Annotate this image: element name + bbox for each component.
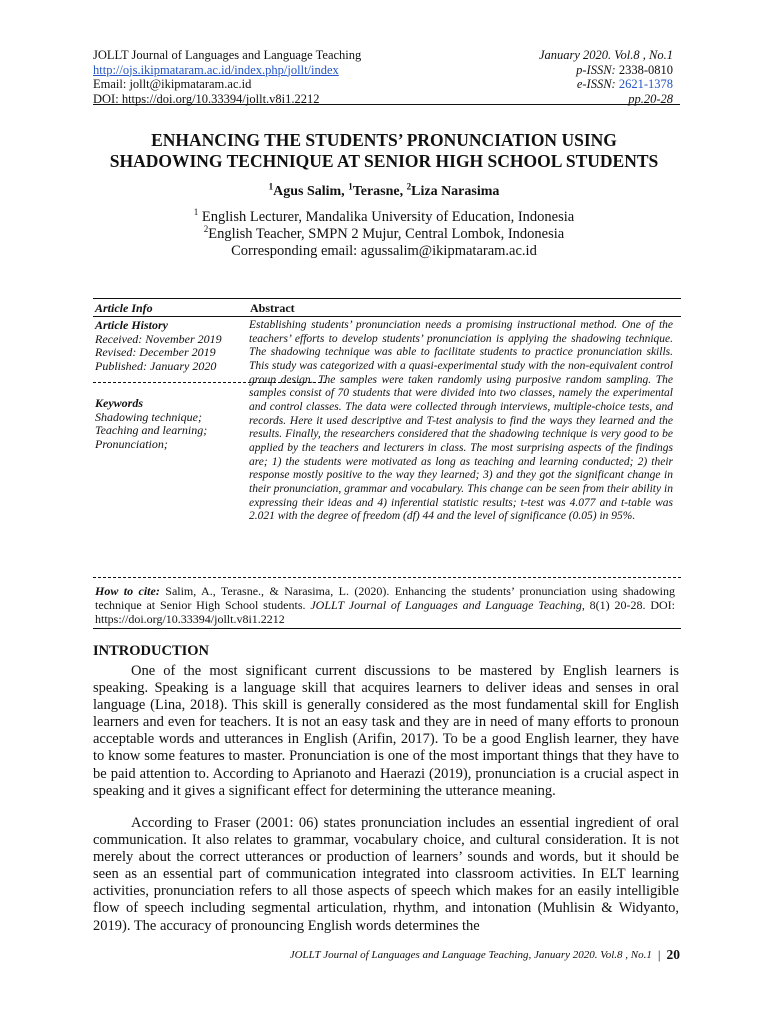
abstract-text: Establishing students’ pronunciation needs a promising instructional method. One of the teachers’ efforts to develop students’ pronunciation is applying the shadowing technique. The shadowing technique was able to facilitate students to practice pronunciation skills. This study was categorized with a quasi-experimental study with the non-equivalent control group design. The samples were taken randomly using purposive random sampling. The samples consist of 70 students that were divided into two classes, namely the experimental and control classes. The data were collected through interviews, multiple-choice tests, and records. Here it used descriptive and T-test analysis to find the ways they learned and the results. Finally, the researchers considered that the shadowing technique is very good to be applied by the teachers and lecturers in class. The most surprising aspects of the findings are; 1) the students were motivated as long as teaching and learning conducted; 2) their response mostly positive to the way they learned; 3) and they got the significant change in their pronunciation, grammar and vocabulary. This change can be seen from their ability in expressing their ideas and 4) inferential statistic results; t-test was 4.077 and t-table was 2.021 with the degree of freedom (df) 44 and the level of significance (0.05) in 95%. <box>249 319 673 523</box>
history-label: Article History <box>95 318 168 332</box>
cite-rest: , 8(1) 20-28. DOI: https://doi.org/10.33394/jollt.v8i1.2212 <box>95 598 675 626</box>
journal-doi: DOI: https://doi.org/10.33394/jollt.v8i1.2212 <box>93 91 320 106</box>
title-line-2: SHADOWING TECHNIQUE AT SENIOR HIGH SCHOOL STUDENTS <box>109 151 659 171</box>
affiliation-2-marker: 2 <box>203 224 209 235</box>
title-line-1: ENHANCING THE STUDENTS’ PRONUNCIATION USING <box>151 130 617 150</box>
cite-text: Salim, A., Terasne., & Narasima, L. (2020). Enhancing the students’ pronunciation using shadowing technique at Senior High School students. <box>95 584 675 612</box>
author-3-affil: 2 <box>406 181 412 192</box>
table-bottom-rule <box>93 628 681 629</box>
intro-paragraph-2 <box>93 815 679 935</box>
published-date: Published: January 2020 <box>95 359 217 374</box>
keyword-1: Shadowing technique; <box>95 409 202 424</box>
article-info-header: Article Info <box>95 301 153 315</box>
how-to-cite <box>95 584 675 626</box>
abstract-divider <box>93 577 681 578</box>
keywords <box>95 397 245 452</box>
eissn-value: 2621-1378 <box>618 77 673 91</box>
paragraph-text: One of the most significant current discussions to be mastered by English learners is speaking. Speaking is a language skill that acquires learners to deliver ideas and senses in oral language (Lina, 2018). This skill is generally considered as the most fundamental skill for English learners and even for teachers. It is not an easy task and they are in need of many efforts to pronoun acceptable words and utterances in English (Arifin, 2017). To be a good English learner, they have to know some features to master. Pronunciation is one of the most important things that they have to be paid attention to. According to Aprianoto and Haerazi (2019), pronunciation is a crucial aspect in speaking and it gives a significant effect for determining the utterance meaning. <box>93 663 679 799</box>
author-list <box>60 181 708 200</box>
table-header-rule <box>93 316 681 317</box>
cite-label: How to cite: <box>95 584 160 598</box>
affiliation-1-marker: 1 <box>193 207 199 218</box>
revised-date: Revised: December 2019 <box>95 345 216 360</box>
table-top-rule <box>93 298 681 299</box>
affiliation-2: English Teacher, SMPN 2 Mujur, Central Lombok, Indonesia <box>208 226 565 242</box>
footer-separator: | <box>657 947 661 962</box>
abstract-header: Abstract <box>250 301 295 315</box>
intro-paragraph-1 <box>93 663 679 800</box>
article-history <box>95 319 245 374</box>
introduction-heading: INTRODUCTION <box>93 643 210 659</box>
footer-journal: JOLLT Journal of Languages and Language Teaching, January 2020. Vol.8 , No.1 <box>289 949 652 961</box>
journal-header-right <box>373 48 673 106</box>
keywords-label: Keywords <box>95 396 143 410</box>
paper-title <box>60 130 708 172</box>
author-2: Terasne, <box>352 184 407 199</box>
affiliations <box>60 209 708 260</box>
journal-email: Email: jollt@ikipmataram.ac.id <box>93 77 252 91</box>
author-1: Agus Salim, <box>273 184 349 199</box>
received-date: Received: November 2019 <box>95 331 222 346</box>
affiliation-1: English Lecturer, Mandalika University of Education, Indonesia <box>198 209 575 225</box>
eissn-label: e-ISSN: <box>576 77 616 91</box>
keyword-3: Pronunciation; <box>95 437 168 452</box>
pissn-value: 2338-0810 <box>618 62 673 77</box>
journal-url-link[interactable]: http://ojs.ikipmataram.ac.id/index.php/jollt/index <box>93 62 339 77</box>
author-3: Liza Narasima <box>411 184 500 199</box>
author-1-affil: 1 <box>268 181 274 192</box>
author-2-affil: 1 <box>348 181 353 192</box>
keyword-2: Teaching and learning; <box>95 423 208 438</box>
pissn-label: p-ISSN: <box>576 62 616 77</box>
cite-journal: JOLLT Journal of Languages and Language Teaching <box>310 598 582 612</box>
page-footer <box>290 947 680 963</box>
journal-issue: January 2020. Vol.8 , No.1 <box>538 48 673 62</box>
paragraph-text: According to Fraser (2001: 06) states pronunciation includes an essential ingredient of oral communication. It also relates to grammar, vocabulary choice, and cultural consideration. It is not merely about the correct utterances or production of learners’ sounds and words, but it should be seen as an essential part of communication integrated into classroom activities. In ELT learning activities, pronunciation refers to all those aspects of speech which makes for an easily intelligible flow of speech including segmental articulation, rhythm, and intonation (Muhlisin & Widyanto, 2019). The accuracy of pronouncing English words determines the <box>93 815 679 934</box>
page-number: 20 <box>666 947 680 962</box>
journal-name: JOLLT Journal of Languages and Language Teaching <box>93 48 362 62</box>
corresponding-email: Corresponding email: agussalim@ikipmataram.ac.id <box>231 243 537 259</box>
header-divider <box>93 104 680 105</box>
journal-pages: pp.20-28 <box>628 91 673 106</box>
